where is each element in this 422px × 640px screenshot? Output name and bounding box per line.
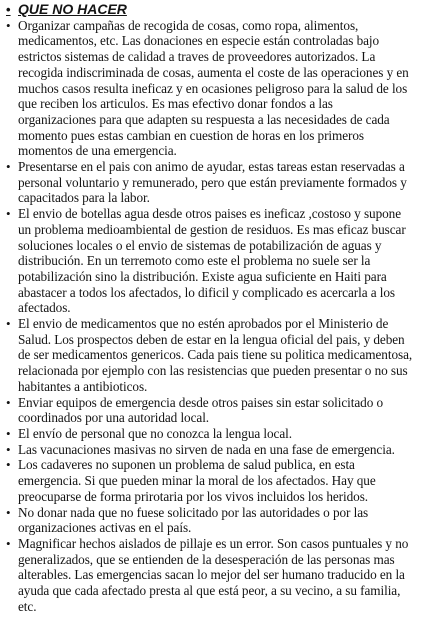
list-item <box>6 426 414 442</box>
list-item <box>6 206 414 316</box>
list-item <box>6 18 414 159</box>
list-item <box>6 395 414 426</box>
list-item-text: Enviar equipos de emergencia desde otros paises sin estar solicitado o coordinados por una autoridad local. <box>18 394 384 426</box>
bullet-icon: • <box>6 535 11 551</box>
list-item-text: Presentarse en el pais con animo de ayudar, estas tareas estan reservadas a personal voluntario y remunerado, pero que están previamente formados y capacitados para la labor. <box>18 159 407 206</box>
heading-text: QUE NO HACER <box>18 1 127 17</box>
bullet-icon: • <box>6 2 11 17</box>
list-item-text: El envio de medicamentos que no estén aprobados por el Ministerio de Salud. Los prospectos deben de estar en la lengua oficial del pais, y deben de ser medicamentos genericos. Cada pais tiene su politica medicamentosa, relacionada por ejemplo con las resistencias que pueden presentar o no sus habitantes a antibioticos. <box>18 316 413 394</box>
list-item <box>6 505 414 536</box>
section-heading <box>6 2 414 18</box>
bullet-icon: • <box>6 17 11 33</box>
bullet-icon: • <box>6 159 11 175</box>
bullet-icon: • <box>6 504 11 520</box>
list-item-text: Los cadaveres no suponen un problema de salud publica, en esta emergencia. Si que pueden minar la moral de los afectados. Hay que preocuparse de forma prirotaria por los vivos incluidos los heridos. <box>18 457 376 504</box>
bullet-icon: • <box>6 441 11 457</box>
bullet-icon: • <box>6 457 11 473</box>
list-item-text: El envio de botellas agua desde otros paises es ineficaz ,costoso y supone un problema medioambiental de gestion de residuos. Es mas eficaz buscar soluciones locales o el envio de sistemas de potabilización de aguas y distribución. En un terremoto como este el problema no suele ser la potabilización sino la distribución. Existe agua suficiente en Haiti para abastacer a todos los afectados, lo dificil y complicado es acercarla a los afectados. <box>18 206 406 316</box>
list-item-text: Magnificar hechos aislados de pillaje es un error. Son casos puntuales y no generalizados, que se entienden de la desesperación de las personas mas alterables. Las emergencias sacan lo mejor del ser humano traducido en la ayuda que cada afectado presta al que está peor, a su vecino, a su familia, etc. <box>18 535 409 614</box>
list-item-text: Organizar campañas de recogida de cosas, como ropa, alimentos, medicamentos, etc. Las donaciones en especie están controladas bajo estrictos sistemas de calidad a traves de proveedores autorizados. La recogida indiscriminada de cosas, aumenta el coste de las operaciones y en muchos casos resulta ineficaz y en ocasiones peligroso para la salud de los que reciben los articulos. Es mas efectivo donar fondos a las organizaciones para que adapten su respuesta a las necesidades de cada momento pues estas cambian en cuestion de horas en los primeros momentos de una emergencia. <box>18 17 409 159</box>
bullet-icon: • <box>6 425 11 441</box>
list-item <box>6 316 414 395</box>
bullet-icon: • <box>6 206 11 222</box>
list-item-text: Las vacunaciones masivas no sirven de nada en una fase de emergencia. <box>18 441 395 457</box>
list-item <box>6 536 414 615</box>
list-item <box>6 457 414 504</box>
bullet-icon: • <box>6 316 11 332</box>
do-not-list <box>6 18 414 615</box>
list-item-text: No donar nada que no fuese solicitado por las autoridades o por las organizaciones activas en el país. <box>18 504 369 536</box>
bullet-icon: • <box>6 394 11 410</box>
list-item-text: El envío de personal que no conozca la lengua local. <box>18 425 292 441</box>
list-item <box>6 159 414 206</box>
list-item <box>6 442 414 458</box>
